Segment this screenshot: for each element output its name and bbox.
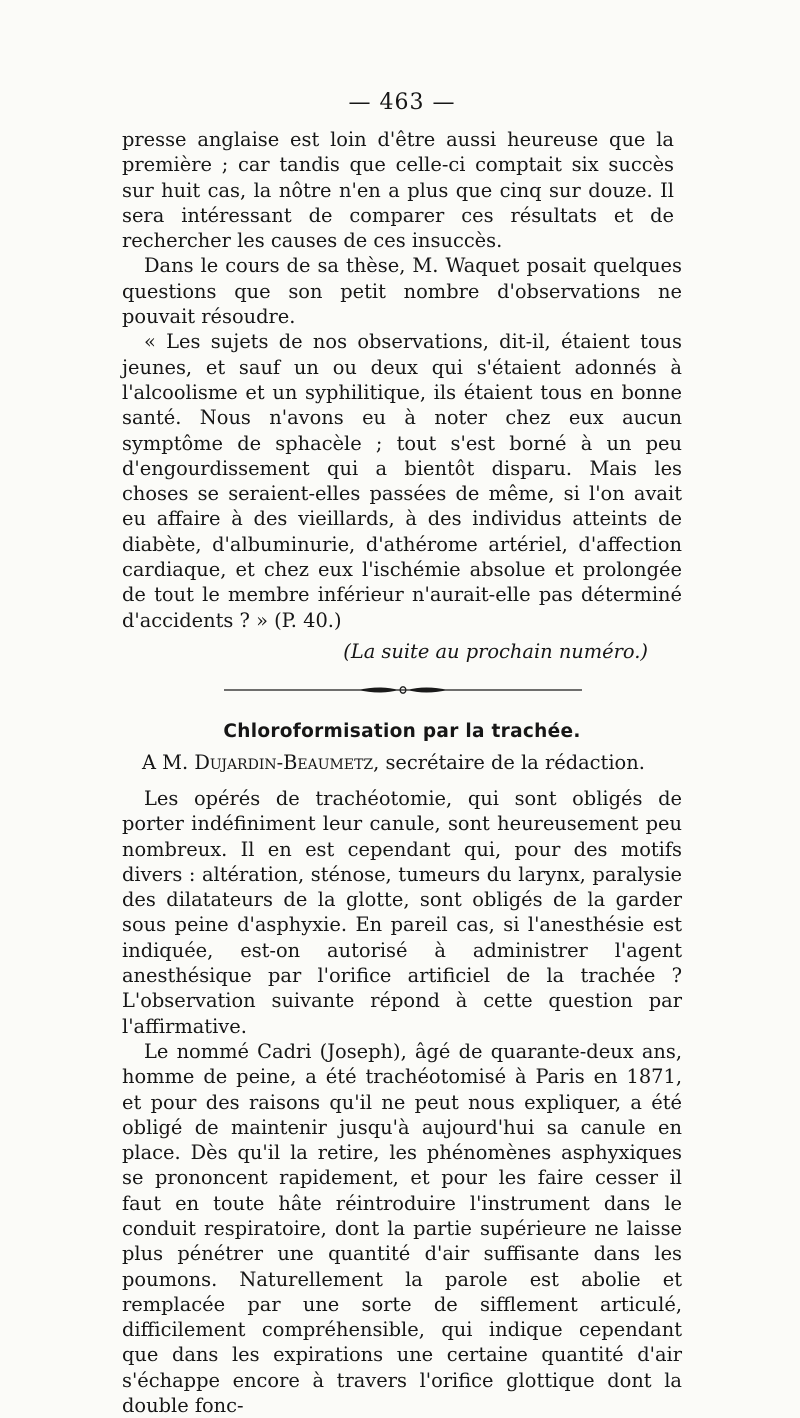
address-prefix: A M. [142,750,195,774]
page-number: — 463 — [348,90,456,115]
address-line [142,750,682,775]
paragraph-waquet-questions: Dans le cours de sa thèse, M. Waquet posait quelques questions que son petit nombre d'observations ne pouvait résoudre. [122,254,682,329]
address-suffix: , secrétaire de la rédaction. [373,750,645,774]
paragraph-tracheotomy: Les opérés de trachéotomie, qui sont obligés de porter indéfiniment leur canule, sont heureusement peu nombreux. Il en est cependant qui, pour des motifs divers : altération, sténose, tumeurs du larynx, paralysie des dilatateurs de la glotte, sont obligés de la garder sous peine d'asphyxie. En pareil cas, si l'anesthésie est indiquée, est-on autorisé à administrer l'agent anesthésique par l'orifice artificiel de la trachée ? L'observation suivante répond à cette question par l'affirmative. [122,786,682,1038]
address-name: Dujardin-Beaumetz [194,750,374,774]
paragraph-case-cadri: Le nommé Cadri (Joseph), âgé de quarante-deux ans, homme de peine, a été trachéotomisé à Paris en 1871, et pour des raisons qu'il ne peut nous expliquer, a été obligé de maintenir jusqu'à aujourd'hui sa canule en place. Dès qu'il la retire, les phénomènes asphyxiques se prononcent rapidement, et pour les faire cesser il faut en toute hâte réintroduire l'instrument dans le conduit respiratoire, dont la partie supérieure ne laisse plus pénétrer une quantité d'air suffisante dans les poumons. Naturellement la parole est abolie et remplacée par une sorte de sifflement articulé, difficilement compréhensible, qui indique cependant que dans les expirations une certaine quantité d'air s'échappe encore à travers l'orifice glottique dont la double fonc- [122,1039,682,1418]
paragraph-continuation: presse anglaise est loin d'être aussi heureuse que la première ; car tandis que celle-ci comptait six succès sur huit cas, la nôtre n'en a plus que cinq sur douze. Il sera intéressant de comparer ces résultats et de rechercher les causes de ces insuccès. [122,128,674,253]
rule-ornament-icon [224,684,582,696]
continued-note: (La suite au prochain numéro.) [343,639,648,663]
section-title: Chloroformisation par la trachée. [223,720,581,742]
paragraph-quotation: « Les sujets de nos observations, dit-il, étaient tous jeunes, et sauf un ou deux qui s'étaient adonnés à l'alcoolisme et un syphilitique, ils étaient tous en bonne santé. Nous n'avons eu à noter chez eux aucun symptôme de sphacèle ; tout s'est borné à un peu d'engourdissement qui a bientôt disparu. Mais les choses se seraient-elles passées de même, si l'on avait eu affaire à des vieillards, à des individus atteints de diabète, d'albuminurie, d'athérome artériel, d'affection cardiaque, et chez eux l'ischémie absolue et prolongée de tout le membre inférieur n'aurait-elle pas déterminé d'accidents ? » (P. 40.) [122,330,682,632]
ornamental-rule [224,684,582,696]
